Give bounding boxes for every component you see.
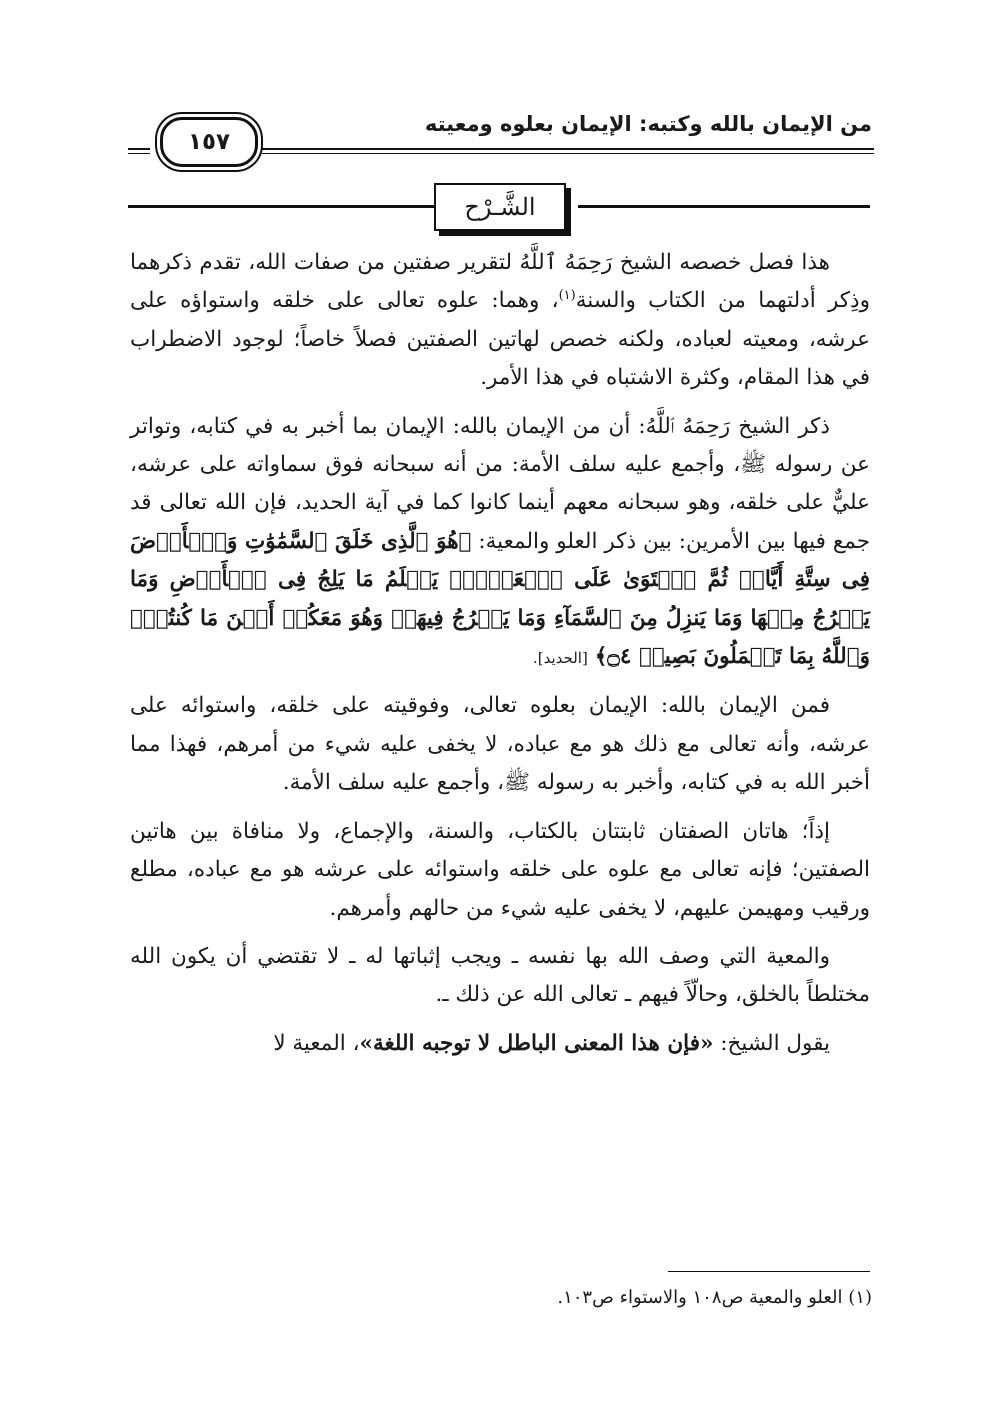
paragraph-text: فمن الإيمان بالله: الإيمان بعلوه تعالى، وفوقيته على خلقه، واستوائه على عرشه، وأنه تعالى مع ذلك هو مع عباده، لا يخفى عليه شيء من أمرهم، فهذا مما أخبر الله به في كتابه، وأخبر به رسوله ﷺ، وأجمع عليه سلف الأمة.: [130, 693, 870, 796]
quran-verse: ﴿هُوَ ٱلَّذِى خَلَقَ ٱلسَّمَٰوَٰتِ وَٱلۡأَرۡضَ فِى سِتَّةِ أَيَّامٖ ثُمَّ ٱسۡتَوَىٰ عَلَى ٱلۡعَرۡشِۚ يَعۡلَمُ مَا يَلِجُ فِى ٱلۡأَرۡضِ وَمَا يَخۡرُجُ مِنۡهَا وَمَا يَنزِلُ مِنَ ٱلسَّمَآءِ وَمَا يَعۡرُجُ فِيهَاۖ وَهُوَ مَعَكُمۡ أَيۡنَ مَا كُنتُمۡۚ وَٱللَّهُ بِمَا تَعۡمَلُونَ بَصِيرٞ ۝٤﴾: [130, 528, 870, 670]
verse-reference: [الحديد].: [533, 649, 588, 668]
paragraph-text: هذا فصل خصصه الشيخ رَحِمَهُ ٱللَّهُ لتقرير صفتين من صفات الله، تقدم ذكرهما وذِكر أدلتهما من الكتاب والسنة: [130, 250, 870, 314]
section-rule-left: [128, 205, 434, 208]
footnote-rule: [668, 1271, 870, 1272]
paragraph: [130, 813, 870, 928]
section-heading-box: [434, 183, 566, 231]
page-number: ١٥٧: [187, 129, 231, 155]
paragraph-text: ذكر الشيخ رَحِمَهُ ٱللَّهُ: أن من الإيمان بالله: الإيمان بما أخبر به في كتابه، وتواتر عن رسوله ﷺ، وأجمع عليه سلف الأمة: من أنه سبحانه فوق سماواته على عرشه، عليٌّ على خلقه، وهو سبحانه معهم أينما كانوا كما في آية الحديد، فإن الله تعالى قد جمع فيها بين الأمرين: بين ذكر العلو والمعية:: [130, 413, 870, 554]
section-rule-right: [578, 205, 870, 208]
paragraph: [130, 687, 870, 802]
paragraph: [130, 408, 870, 678]
paragraph-text: ، المعية لا: [273, 1030, 360, 1056]
paragraph: [130, 244, 870, 398]
paragraph-text: إذاً؛ هاتان الصفتان ثابتتان بالكتاب، والسنة، والإجماع، ولا منافاة بين هاتين الصفتين؛ فإنه تعالى مع علوه على خلقه واستوائه على عرشه هو مع عباده، مطلع ورقيب ومهيمن عليهم، لا يخفى عليه شيء من حالهم وأمرهم.: [130, 818, 870, 921]
paragraph-text: والمعية التي وصف الله بها نفسه ـ ويجب إثباتها له ـ لا تقتضي أن يكون الله مختلطاً بالخلق، وحالّاً فيهم ـ تعالى الله عن ذلك ـ.: [130, 943, 870, 1008]
footnote: (١) العلو والمعية ص١٠٨ والاستواء ص١٠٣.: [557, 1287, 872, 1308]
paragraph: [130, 938, 870, 1015]
page-number-badge: [160, 117, 258, 167]
quoted-text: «فإن هذا المعنى الباطل لا توجبه اللغة»: [359, 1030, 714, 1056]
section-heading: الشَّـرْح: [464, 193, 536, 221]
footnote-marker[interactable]: (١): [558, 288, 576, 304]
paragraph: [130, 1025, 870, 1063]
paragraph-text: ، وهما: علوه تعالى على خلقه واستواؤه على عرشه، ومعيته لعباده، ولكنه خصص لهاتين الصفتين فصلاً خاصاً؛ لوجود الاضطراب في هذا المقام، وكثرة الاشتباه في هذا الأمر.: [130, 288, 870, 391]
running-header-title: من الإيمان بالله وكتبه: الإيمان بعلوه ومعيته: [424, 112, 872, 136]
paragraph-text: يقول الشيخ:: [713, 1030, 830, 1056]
body-text: [130, 244, 870, 1073]
